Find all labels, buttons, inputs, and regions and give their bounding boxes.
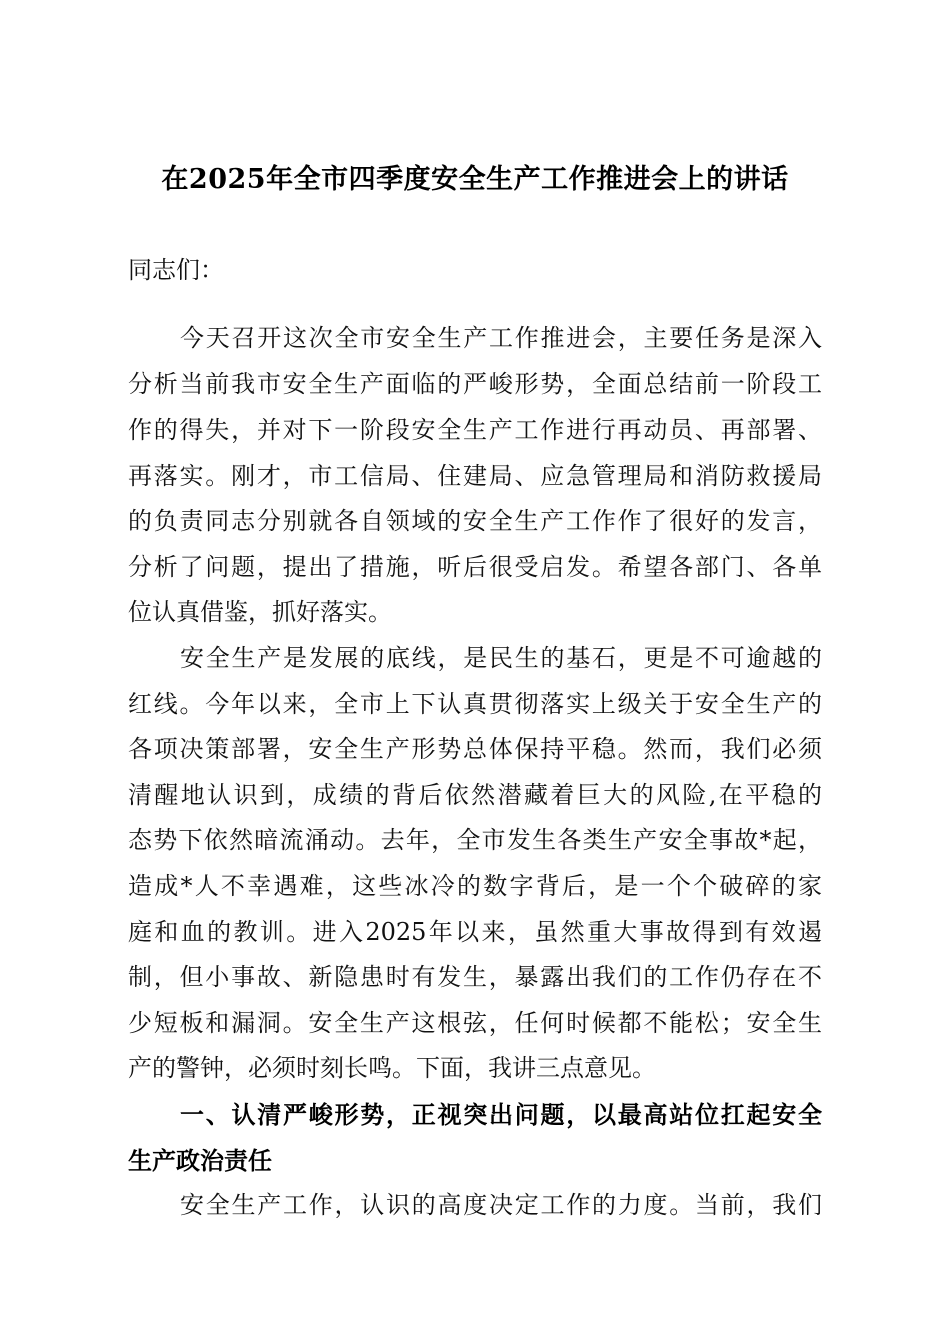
paragraph-2-line: 红线。今年以来，全市上下认真贯彻落实上级关于安全生产的 (128, 690, 822, 718)
salutation: 同志们： (128, 256, 224, 284)
section-heading-line: 生产政治责任 (128, 1146, 272, 1175)
paragraph-1-line: 的负责同志分别就各自领域的安全生产工作作了很好的发言， (128, 507, 822, 535)
paragraph-1-line: 再落实。刚才，市工信局、住建局、应急管理局和消防救援局 (128, 462, 822, 490)
paragraph-2-line: 各项决策部署，安全生产形势总体保持平稳。然而，我们必须 (128, 735, 822, 763)
paragraph-2-line: 清醒地认识到，成绩的背后依然潜藏着巨大的风险,在平稳的 (128, 781, 822, 809)
paragraph-2-line: 态势下依然暗流涌动。去年，全市发生各类生产安全事故*起， (128, 826, 822, 854)
paragraph-2-line: 安全生产是发展的底线，是民生的基石，更是不可逾越的 (180, 644, 822, 672)
paragraph-1-line: 分析当前我市安全生产面临的严峻形势，全面总结前一阶段工 (128, 370, 822, 398)
section-heading-line: 一、认清严峻形势，正视突出问题，以最高站位扛起安全 (180, 1100, 822, 1129)
paragraph-1-line: 位认真借鉴，抓好落实。 (128, 598, 392, 626)
paragraph-2-line: 庭和血的教训。进入2025年以来，虽然重大事故得到有效遏 (128, 918, 822, 946)
paragraph-1-line: 今天召开这次全市安全生产工作推进会，主要任务是深入 (180, 324, 822, 352)
paragraph-2-line: 造成*人不幸遇难，这些冰冷的数字背后，是一个个破碎的家 (128, 872, 822, 900)
section-paragraph-line: 安全生产工作，认识的高度决定工作的力度。当前，我们 (180, 1191, 822, 1219)
document-title: 在2025年全市四季度安全生产工作推进会上的讲话 (161, 164, 789, 195)
paragraph-1-line: 分析了问题，提出了措施，听后很受启发。希望各部门、各单 (128, 553, 822, 581)
paragraph-2-line: 产的警钟，必须时刻长鸣。下面，我讲三点意见。 (128, 1054, 656, 1082)
paragraph-2-line: 制，但小事故、新隐患时有发生，暴露出我们的工作仍存在不 (128, 963, 822, 991)
paragraph-1-line: 作的得失，并对下一阶段安全生产工作进行再动员、再部署、 (128, 416, 822, 444)
paragraph-2-line: 少短板和漏洞。安全生产这根弦，任何时候都不能松；安全生 (128, 1009, 822, 1037)
